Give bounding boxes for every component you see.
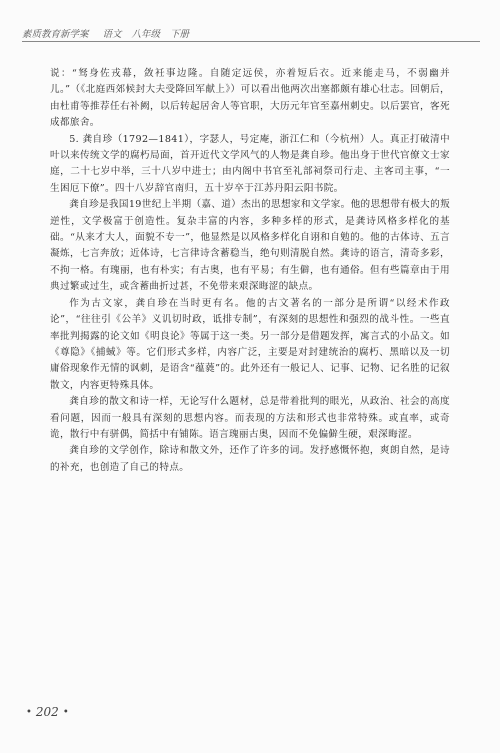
header-subject: 语文 bbox=[102, 29, 122, 40]
header-book-title: 素质教育新学案 bbox=[22, 29, 89, 40]
running-header bbox=[22, 18, 478, 40]
header-grade: 八年级 bbox=[131, 29, 161, 40]
paragraph-cen-shen-ending: 说：“驽身佐戎幕，敛衽事边隆。自随定远侯，亦着短后衣。近来能走马，不弱幽并儿。”（《北庭西郊候封大夫受降回军献上》）可以看出他两次出塞都颇有雄心壮志。回朝后，由杜甫等推荐任右补阙，以后转起居舍人等官职，大历元年官至嘉州刺史。以后罢官，客死成都旅舍。 bbox=[50, 68, 450, 129]
paragraph-gong-poetry: 龚自珍是我国19世纪上半期（嘉、道）杰出的思想家和文学家。他的思想带有极大的叛逆性，文学极富于创造性。复杂丰富的内容，多种多样的形式，是龚诗风格多样化的基础。“从来才大人，面貌不专一”，他显然是以风格多样化自诩和自勉的。他的古体诗、五言凝炼，七言奔放；近体诗，七言律诗含蓄稳当，绝句则清脱自然。龚诗的语言，清奇多彩，不拘一格。有瑰丽，也有朴实；有古奥，也有平易；有生僻，也有通俗。但有些篇章由于用典过繁或过生，或含蓄曲折过甚，不免带来艰深晦涩的缺点。 bbox=[50, 199, 451, 293]
page-footer bbox=[22, 705, 73, 719]
paragraph-gong-prose-style: 龚自珍的散文和诗一样，无论写什么题材，总是带着批判的眼光，从政治、社会的高度看问题，因而一般具有深刻的思想内容。而表现的方法和形式也非常特殊。或直率，或奇诡，散行中有骈偶，简括中有铺陈。语言瑰丽古奥，因而不免偏僻生硬，艰深晦涩。 bbox=[50, 396, 450, 440]
page-number: 202 bbox=[35, 705, 59, 719]
footer-bullet-left: • bbox=[26, 706, 32, 718]
footer-bullet-right: • bbox=[62, 706, 69, 718]
paragraph-gong-ci: 龚自珍的文学创作，除诗和散文外，还作了许多的词。发抒感慨怀抱，爽朗自然，是诗的补充，也创造了自己的特点。 bbox=[50, 445, 450, 473]
header-volume: 下册 bbox=[170, 29, 190, 40]
header-divider bbox=[22, 41, 480, 42]
paragraph-gong-prose: 作为古文家，龚自珍在当时更有名。他的古文著名的一部分是所谓“以经术作政论”，“往往引《公羊》义讥切时政，诋排专制”，有深刻的思想性和强烈的战斗性。一些直率批判揭露的论文如《明良论》等属于这一类。另一部分是借题发挥，寓言式的小品文。如《尊隐》《捕蜮》等。它们形式多样，内容广泛，主要是对封建统治的腐朽、黑暗以及一切庸俗现象作无情的讽刺，是语含“蕴蕤”的。此外还有一般记人、记事、记物、记名胜的记叙散文，内容更特殊具体。 bbox=[50, 297, 450, 391]
paragraph-gong-zizhen-bio: 5. 龚自珍（1792—1841），字瑟人，号定庵，浙江仁和（今杭州）人。真正打破清中叶以来传统文学的腐朽局面，首开近代文学风气的人物是龚自珍。他出身于世代官僚文士家庭，二十七岁中举，三十八岁中进士；由内阁中书官至礼部祠祭司行走、主客司主事，“一生困厄下僚”。四十八岁辞官南归，五十岁卒于江苏丹阳云阳书院。 bbox=[50, 133, 450, 194]
body-text bbox=[50, 66, 450, 476]
